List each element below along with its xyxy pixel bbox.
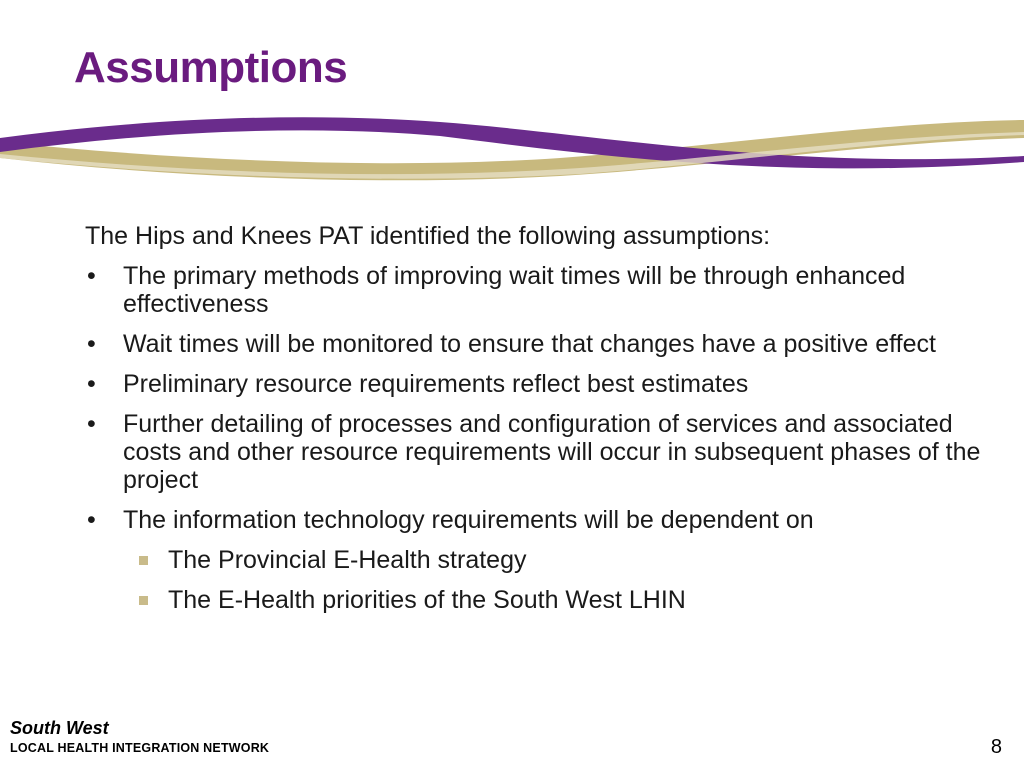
sub-bullet-text: The E-Health priorities of the South West LHIN	[168, 586, 686, 614]
square-bullet-icon	[139, 556, 148, 565]
decorative-swoosh	[0, 112, 1024, 192]
bullet-item	[85, 370, 985, 398]
bullet-item	[85, 262, 985, 318]
bullet-dot: •	[87, 410, 96, 438]
intro-text: The Hips and Knees PAT identified the following assumptions:	[85, 222, 771, 250]
slide-body	[85, 222, 985, 626]
bullet-dot: •	[87, 506, 96, 534]
slide-title: Assumptions	[74, 43, 348, 92]
square-bullet-icon	[139, 596, 148, 605]
bullet-text: Preliminary resource requirements reflect best estimates	[123, 370, 749, 398]
bullet-dot: •	[87, 330, 96, 358]
logo-line-2: LOCAL HEALTH INTEGRATION NETWORK	[10, 741, 270, 755]
lhin-logo	[10, 718, 269, 756]
bullet-dot: •	[87, 370, 96, 398]
bullet-text: Wait times will be monitored to ensure that changes have a positive effect	[123, 330, 936, 358]
page-number: 8	[990, 736, 1002, 758]
bullet-list	[85, 262, 985, 614]
bullet-item	[85, 506, 985, 614]
bullet-text: Further detailing of processes and configuration of services and associated costs and other resource requirements will occur in subsequent phases of the project	[123, 410, 981, 494]
sub-bullet-list	[123, 546, 985, 614]
bullet-dot: •	[87, 262, 96, 290]
bullet-text: The primary methods of improving wait times will be through enhanced effectiveness	[123, 262, 906, 318]
bullet-item	[85, 410, 985, 494]
bullet-item	[85, 330, 985, 358]
sub-bullet-item	[123, 546, 985, 574]
bullet-text: The information technology requirements will be dependent on	[123, 506, 814, 534]
sub-bullet-item	[123, 586, 985, 614]
sub-bullet-text: The Provincial E-Health strategy	[168, 546, 527, 574]
logo-line-1: South West	[10, 718, 109, 738]
